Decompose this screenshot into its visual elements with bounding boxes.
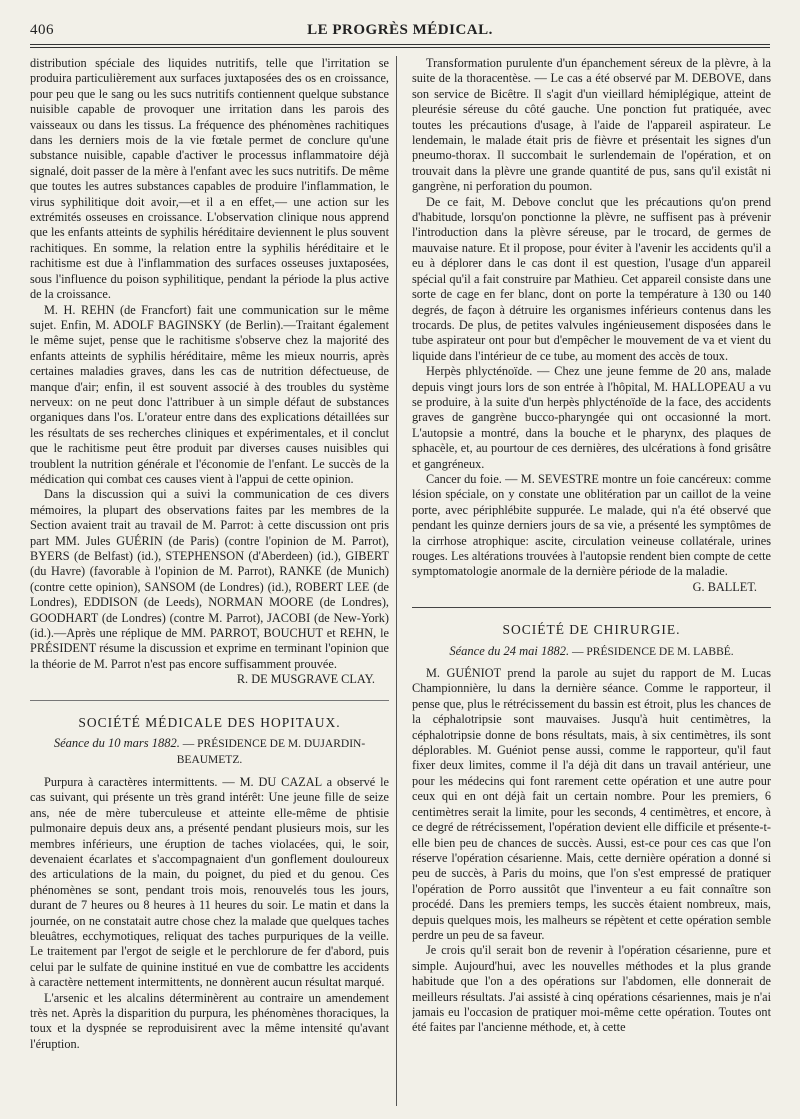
section-divider	[412, 607, 771, 608]
session-presidency: — PRÉSIDENCE DE M. LABBÉ.	[569, 645, 734, 658]
paragraph: Transformation purulente d'un épanchement séreux de la plèvre, à la suite de la thoracentèse. — Le cas a été observé par M. DEBOVE, dans son service de Bicêtre. Il s'agit d'un vieillard hémiplégique, atteint de pleurésie séreuse du côté gauche. Une ponction fut pratiquée, avec toutes les précautions d'usage, à l'aide de l'appareil aspirateur. Le lendemain, le malade était pris de fièvre et présentait les signes d'un pneumo-thorax. Il succombait le surlendemain de l'opération, et on trouvait dans la plèvre une grande quantité de pus, sans qu'il existât ni gangrène, ni perforation du poumon.	[412, 56, 771, 194]
section-title: SOCIÉTÉ DE CHIRURGIE.	[502, 622, 681, 638]
paragraph: Purpura à caractères intermittents. — M. DU CAZAL a observé le cas suivant, qui présente un très grand intérêt: Une jeune fille de seize ans, née de mère tuberculeuse et atteinte elle-même de phtisie pulmonaire depuis deux ans, a présenté pendant plusieurs mois, sur les membres inférieurs, une éruption de taches violacées, qui, le soir, devenaient écarlates et s'accompagnaient d'un gonflement douloureux des articulations de la main, du poignet, du pied et du genou. Ces phénomènes se sont, pendant trois mois, renouvelés tous les jours, durant de 7 heures ou 8 heures à 11 heures du soir. Le matin et dans la journée, on ne constatait autre chose chez la malade que quelques taches bleuâtres, ecchymotiques, reliquat des taches purpuriques de la veille. Le traitement par l'ergot de seigle et le perchlorure de fer d'abord, puis celui par le sulfate de quinine institué en vue de combattre les accidents à caractère nettement intermittents, ne donnèrent aucun résultat marqué.	[30, 774, 389, 990]
header-rule	[30, 44, 770, 45]
paragraph: Herpès phlycténoïde. — Chez une jeune femme de 20 ans, malade depuis vingt jours lors de son entrée à l'hôpital, M. HALLOPEAU a vu se produire, à la suite d'un herpès phlycténoïde de la face, des accidents graves de gangrène bucco-pharyngée qui ont occasionné la mort. L'autopsie a montré, dans la bouche et le pharynx, des plaques de sphacèle, et, au pourtour de ces dernières, des ulcérations à fond grisâtre et gangréneux.	[412, 364, 771, 471]
section-divider	[30, 700, 389, 701]
author-signature: G. BALLET.	[692, 579, 757, 594]
paragraph: Cancer du foie. — M. SEVESTRE montre un foie cancéreux: comme lésion spéciale, on y constate une oblitération par un caillot de la veine porte, avec périphlébite suppurée. Le malade, qui n'a été observé que pendant les quinze derniers jours de sa vie, a présenté les symptômes de la cirrhose atrophique: ascite, circulation veineuse collatérale, urines rouges. Les altérations trouvées à l'autopsie rendent bien compte de cette symptomatologie anormale de la dernière période de la maladie.	[412, 471, 771, 579]
journal-title: LE PROGRÈS MÉDICAL.	[307, 22, 493, 38]
paragraph: distribution spéciale des liquides nutritifs, telle que l'irritation se produira particulièrement aux surfaces juxtaposées des os en croissance, pour peu que le sang ou les sucs nutritifs contiennent quelque substance nuisible capable de provoquer une irritation dans les parois des vaisseaux ou dans les tissus. La fréquence des phénomènes rachitiques dans les derniers mois de la vie fœtale permet de conclure qu'une substance nuisible, capable d'activer le processus inflammatoire déjà signalé, doit passer de la mère à l'enfant avec les sucs nutritifs. De même que toutes les autres substances capables de produire l'inflammation, le virus syphilitique doit avoir,—et il a en effet,— une action sur les extrémités osseuses en croissance. L'observation clinique nous apprend que les enfants atteints de syphilis héréditaire deviennent le plus souvent rachitiques. En somme, la relation entre la syphilis héréditaire et le rachitisme est due à l'inflammation des surfaces osseuses juxtaposées, sous l'influence du poison syphilitique, pendant la période la plus active de la croissance.	[30, 56, 389, 302]
page-number: 406	[30, 22, 54, 38]
section-title: SOCIÉTÉ MÉDICALE DES HOPITAUX.	[78, 714, 341, 730]
paragraph: Dans la discussion qui a suivi la communication de ces divers mémoires, la plupart des observations faites par les membres de la Section avaient trait au travail de M. Parrot: à cette discussion ont pris part MM. Jules GUÉRIN (de Paris) (contre l'opinion de M. Parrot), BYERS (de Belfast) (id.), STEPHENSON (d'Aberdeen) (id.), GIBERT (du Havre) (favorable à l'opinion de M. Parrot), RANKE (de Munich) (contre cette opinion), SANSOM (de Londres) (id.), ROBERT LEE (de Londres), EDDISON (de Leeds), NORMAN MOORE (de Londres), GOODHART (de Londres) (contre M. Parrot), JACOBI (de New-York) (id.).—Après une réplique de MM. PARROT, BOUCHUT et REHN, le PRÉSIDENT résume la discussion et exprime en terminant l'opinion que la théorie de M. Parrot n'est pas encore suffisamment prouvée.	[30, 487, 389, 671]
author-signature: R. DE MUSGRAVE CLAY.	[236, 672, 375, 687]
header-rule-thin	[30, 47, 770, 48]
paragraph: De ce fait, M. Debove conclut que les précautions qu'on prend d'habitude, lorsqu'on ponctionne la plèvre, ne suffisent pas à prévenir l'introduction dans la plèvre séreuse, par le trocard, de germes de mauvaise nature. Et il propose, pour éviter à l'avenir les accidents qu'il a eu à déplorer dans le cas dont il est question, l'usage d'un appareil spécial qu'il a fait construire par Mathieu. Cet appareil consiste dans une sorte de cage en fer blanc, dont on porte la température à 130 ou 140 degrés, de façon à détruire les organismes inférieurs contenus dans les trocards. De plus, de petites valvules ingénieusement disposées dans le tube aspirateur ont pour but d'empêcher le mouvement de va et vient du liquide dans l'intérieur de ce tube, au moment des accès de toux.	[412, 194, 771, 363]
session-presidency: — PRÉSIDENCE DE M. DUJARDIN-BEAUMETZ.	[176, 738, 366, 767]
left-column	[30, 56, 389, 1111]
session-date: Séance du 10 mars 1882.	[53, 736, 180, 751]
session-line	[30, 736, 389, 769]
column-rule	[396, 56, 397, 1106]
right-column	[412, 56, 771, 1111]
session-date: Séance du 24 mai 1882.	[449, 643, 570, 658]
paragraph: M. GUÉNIOT prend la parole au sujet du rapport de M. Lucas Championnière, lu dans la dernière séance. Comme le rapporteur, il pense que, plus le rétrécissement du bassin est étroit, plus les chances de la céphalotripsie sont mauvaises. Jusqu'à huit centimètres, la céphalotripsie donne de bons résultats, mais, à six centimètres, ils sont déplorables. M. Guéniot pense aussi, comme le rapporteur, qu'il faut fixer deux limites, comme il l'a déjà dit dans un travail antérieur, une pour les médecins qui font rarement cette opération et une autre pour ceux qui en ont déjà fait un certain nombre. Pour les premiers, 6 centimètres serait la limite, pour les seconds, 4 centimètres, et encore, à ce degré de rétrécissement, l'opération devient elle difficile et présente-t-elle bien peu de chances de succès. Aussi, est-ce pour ces cas que l'on réserve l'opération césarienne. Mais, cette dernière opération a donné si peu de succès, à Paris du moins, que l'on s'est empressé de pratiquer l'opération de Porro aussitôt que l'inventeur a eu fait connaître son procédé. Dans les premiers temps, les succès étaient nombreux, mais, depuis quelques mois, les malheurs se répètent et cette opération semble perdre un peu de sa faveur.	[412, 666, 771, 942]
paragraph: L'arsenic et les alcalins déterminèrent au contraire un amendement très net. Après la disparition du purpura, les phénomènes thoraciques, la toux et la dyspnée se reproduisirent avec la même intensité qu'avant l'éruption.	[30, 990, 389, 1051]
session-line	[412, 644, 771, 660]
paragraph: Je crois qu'il serait bon de revenir à l'opération césarienne, pure et simple. Aujourd'hui, avec les nouvelles méthodes et la plus grande habitude que l'on a des opérations sur l'abdomen, elle donnerait de meilleurs résultats. J'ai assisté à cinq opérations césariennes, mais je n'ai jamais eu l'occasion de pratiquer moi-même cette opération. Toutes ont été faites par l'ancienne méthode, et, à cette	[412, 943, 771, 1035]
running-header	[30, 22, 770, 42]
paragraph: M. H. REHN (de Francfort) fait une communication sur le même sujet. Enfin, M. ADOLF BAGINSKY (de Berlin).—Traitant également le même sujet, pense que le rachitisme s'observe chez la majorité des enfants atteints de syphilis héréditaire, même les mieux nourris, après certaines maladies graves, dans les cas de nutrition défectueuse, de manque d'air; enfin, il est souvent associé à des troubles du système nerveux: on ne peut donc l'attribuer à un simple défaut de substances organiques dans l'os. L'orateur entre dans des explications détaillées sur les résultats de ses recherches cliniques et expérimentales, et il conclut que le rachitisme peut être produit par diverses causes nuisibles qui troublent la nutrition générale et l'économie de l'enfant. Le succès de la médication qui combat ces causes vient à l'appui de cette opinion.	[30, 302, 389, 486]
